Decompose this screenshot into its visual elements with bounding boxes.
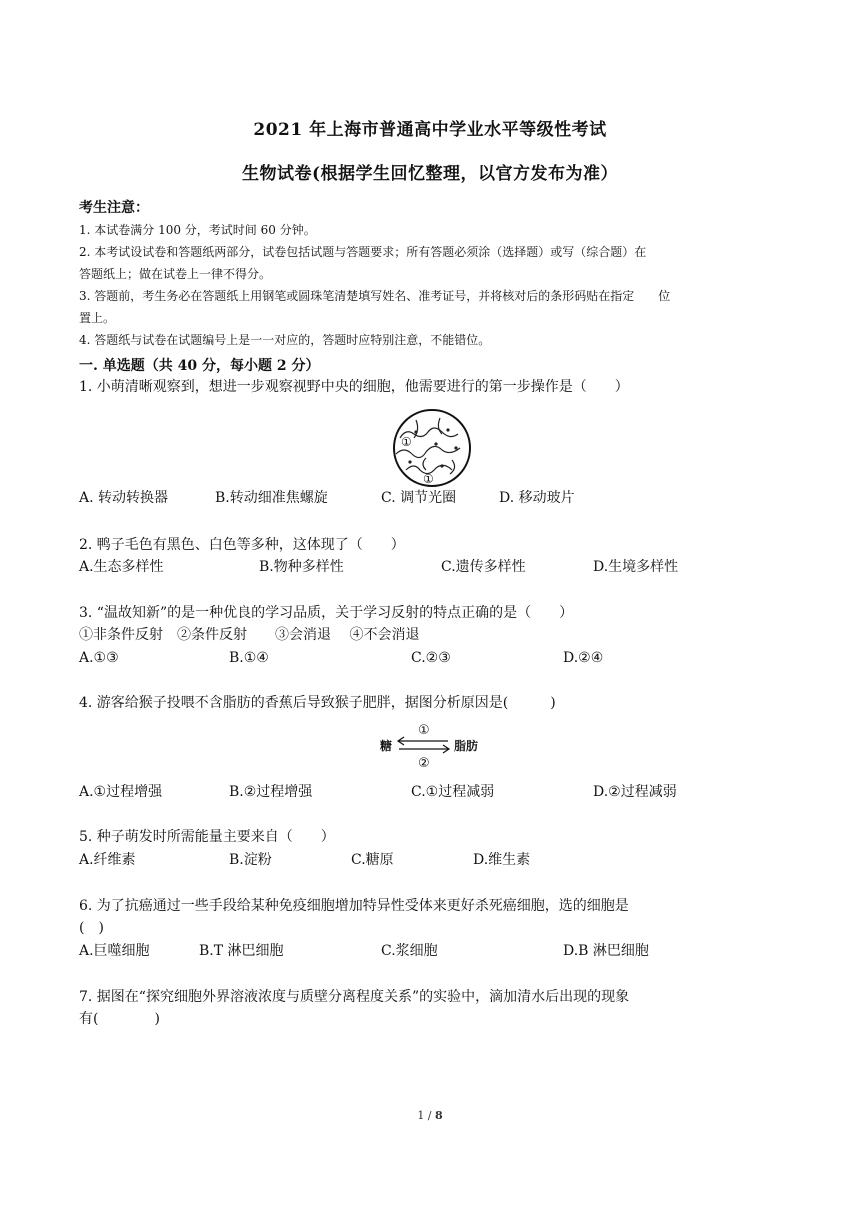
option-a[interactable]: A.巨噬细胞 xyxy=(79,943,150,959)
option-c[interactable]: C.①过程减弱 xyxy=(411,784,495,800)
microscope-field-figure xyxy=(386,408,478,488)
page-title: 2021 年上海市普通高中学业水平等级性考试 xyxy=(253,120,607,140)
notice-item: 1. 本试卷满分 100 分，考试时间 60 分钟。 xyxy=(79,223,316,237)
question-3-stem: 3. “温故知新”的是一种优良的学习品质，关于学习反射的特点正确的是（ ） xyxy=(79,605,574,621)
option-a[interactable]: A.生态多样性 xyxy=(79,559,164,575)
question-6-stem: 6. 为了抗癌通过一些手段给某种免疫细胞增加特异性受体来更好杀死癌细胞，选的细胞是 xyxy=(79,898,629,914)
section-heading: 一. 单选题（共 40 分，每小题 2 分） xyxy=(79,358,320,374)
notice-item: 4. 答题纸与试卷在试题编号上是一一对应的，答题时应特别注意，不能错位。 xyxy=(79,333,491,347)
option-c[interactable]: C.遗传多样性 xyxy=(441,559,526,575)
option-b[interactable]: B.T 淋巴细胞 xyxy=(199,943,284,959)
page-separator: / xyxy=(424,1109,436,1122)
option-a[interactable]: A.纤维素 xyxy=(79,852,136,868)
question-1-stem: 1. 小萌清晰观察到，想进一步观察视野中央的细胞，他需要进行的第一步操作是（ ） xyxy=(79,379,629,395)
figure-label-fat: 脂肪 xyxy=(454,739,479,753)
figure-label: ① xyxy=(423,472,434,486)
sugar-fat-conversion-figure xyxy=(380,720,500,770)
question-5-stem: 5. 种子萌发时所需能量主要来自（ ） xyxy=(79,829,335,845)
notice-item: 3. 答题前，考生务必在答题纸上用钢笔或圆珠笔清楚填写姓名、准考证号，并将核对后的条形码贴在指定 位 xyxy=(79,289,671,303)
option-d[interactable]: D.②④ xyxy=(563,650,604,666)
question-3-statements: ①非条件反射 ②条件反射 ③会消退 ④不会消退 xyxy=(79,627,420,643)
option-d[interactable]: D.维生素 xyxy=(473,852,531,868)
question-2-stem: 2. 鸭子毛色有黑色、白色等多种，这体现了（ ） xyxy=(79,537,405,553)
notice-item: 置上。 xyxy=(79,311,116,325)
question-6-stem-cont: ( ) xyxy=(79,920,104,936)
figure-label-process-2: ② xyxy=(418,756,430,770)
option-d[interactable]: D. 移动玻片 xyxy=(499,490,575,506)
notice-item: 2. 本考试设试卷和答题纸两部分，试卷包括试题与答题要求；所有答题必须涂（选择题）或写（综合题）在 xyxy=(79,245,647,259)
option-a[interactable]: A.①过程增强 xyxy=(79,784,163,800)
notice-item: 答题纸上；做在试卷上一律不得分。 xyxy=(79,267,272,281)
option-c[interactable]: C.浆细胞 xyxy=(381,943,438,959)
page-total: 8 xyxy=(435,1109,443,1122)
option-b[interactable]: B.物种多样性 xyxy=(259,559,344,575)
notice-list xyxy=(79,219,779,351)
page-subtitle: 生物试卷(根据学生回忆整理，以官方发布为准） xyxy=(241,164,619,184)
option-c[interactable]: C.糖原 xyxy=(351,852,394,868)
option-b[interactable]: B.②过程增强 xyxy=(229,784,313,800)
option-d[interactable]: D.B 淋巴细胞 xyxy=(563,943,649,959)
option-a[interactable]: A. 转动转换器 xyxy=(79,490,169,506)
option-d[interactable]: D.生境多样性 xyxy=(593,559,679,575)
option-b[interactable]: B.转动细准焦螺旋 xyxy=(215,490,328,506)
notice-heading: 考生注意： xyxy=(79,200,149,216)
option-a[interactable]: A.①③ xyxy=(79,650,119,666)
figure-label: ① xyxy=(401,435,412,449)
option-c[interactable]: C.②③ xyxy=(411,650,451,666)
option-b[interactable]: B.淀粉 xyxy=(229,852,272,868)
page-current: 1 xyxy=(417,1109,425,1122)
figure-label-sugar: 糖 xyxy=(380,739,393,753)
option-b[interactable]: B.①④ xyxy=(229,650,269,666)
question-4-stem: 4. 游客给猴子投喂不含脂肪的香蕉后导致猴子肥胖，据图分析原因是( ) xyxy=(79,695,556,711)
option-d[interactable]: D.②过程减弱 xyxy=(593,784,677,800)
question-7-stem: 7. 据图在“探究细胞外界溶液浓度与质壁分离程度关系”的实验中，滴加清水后出现的现象 xyxy=(79,989,630,1005)
page-number xyxy=(0,1109,860,1122)
figure-label-process-1: ① xyxy=(418,723,430,738)
question-7-stem-cont: 有( ) xyxy=(79,1011,160,1027)
option-c[interactable]: C. 调节光圈 xyxy=(381,490,457,506)
